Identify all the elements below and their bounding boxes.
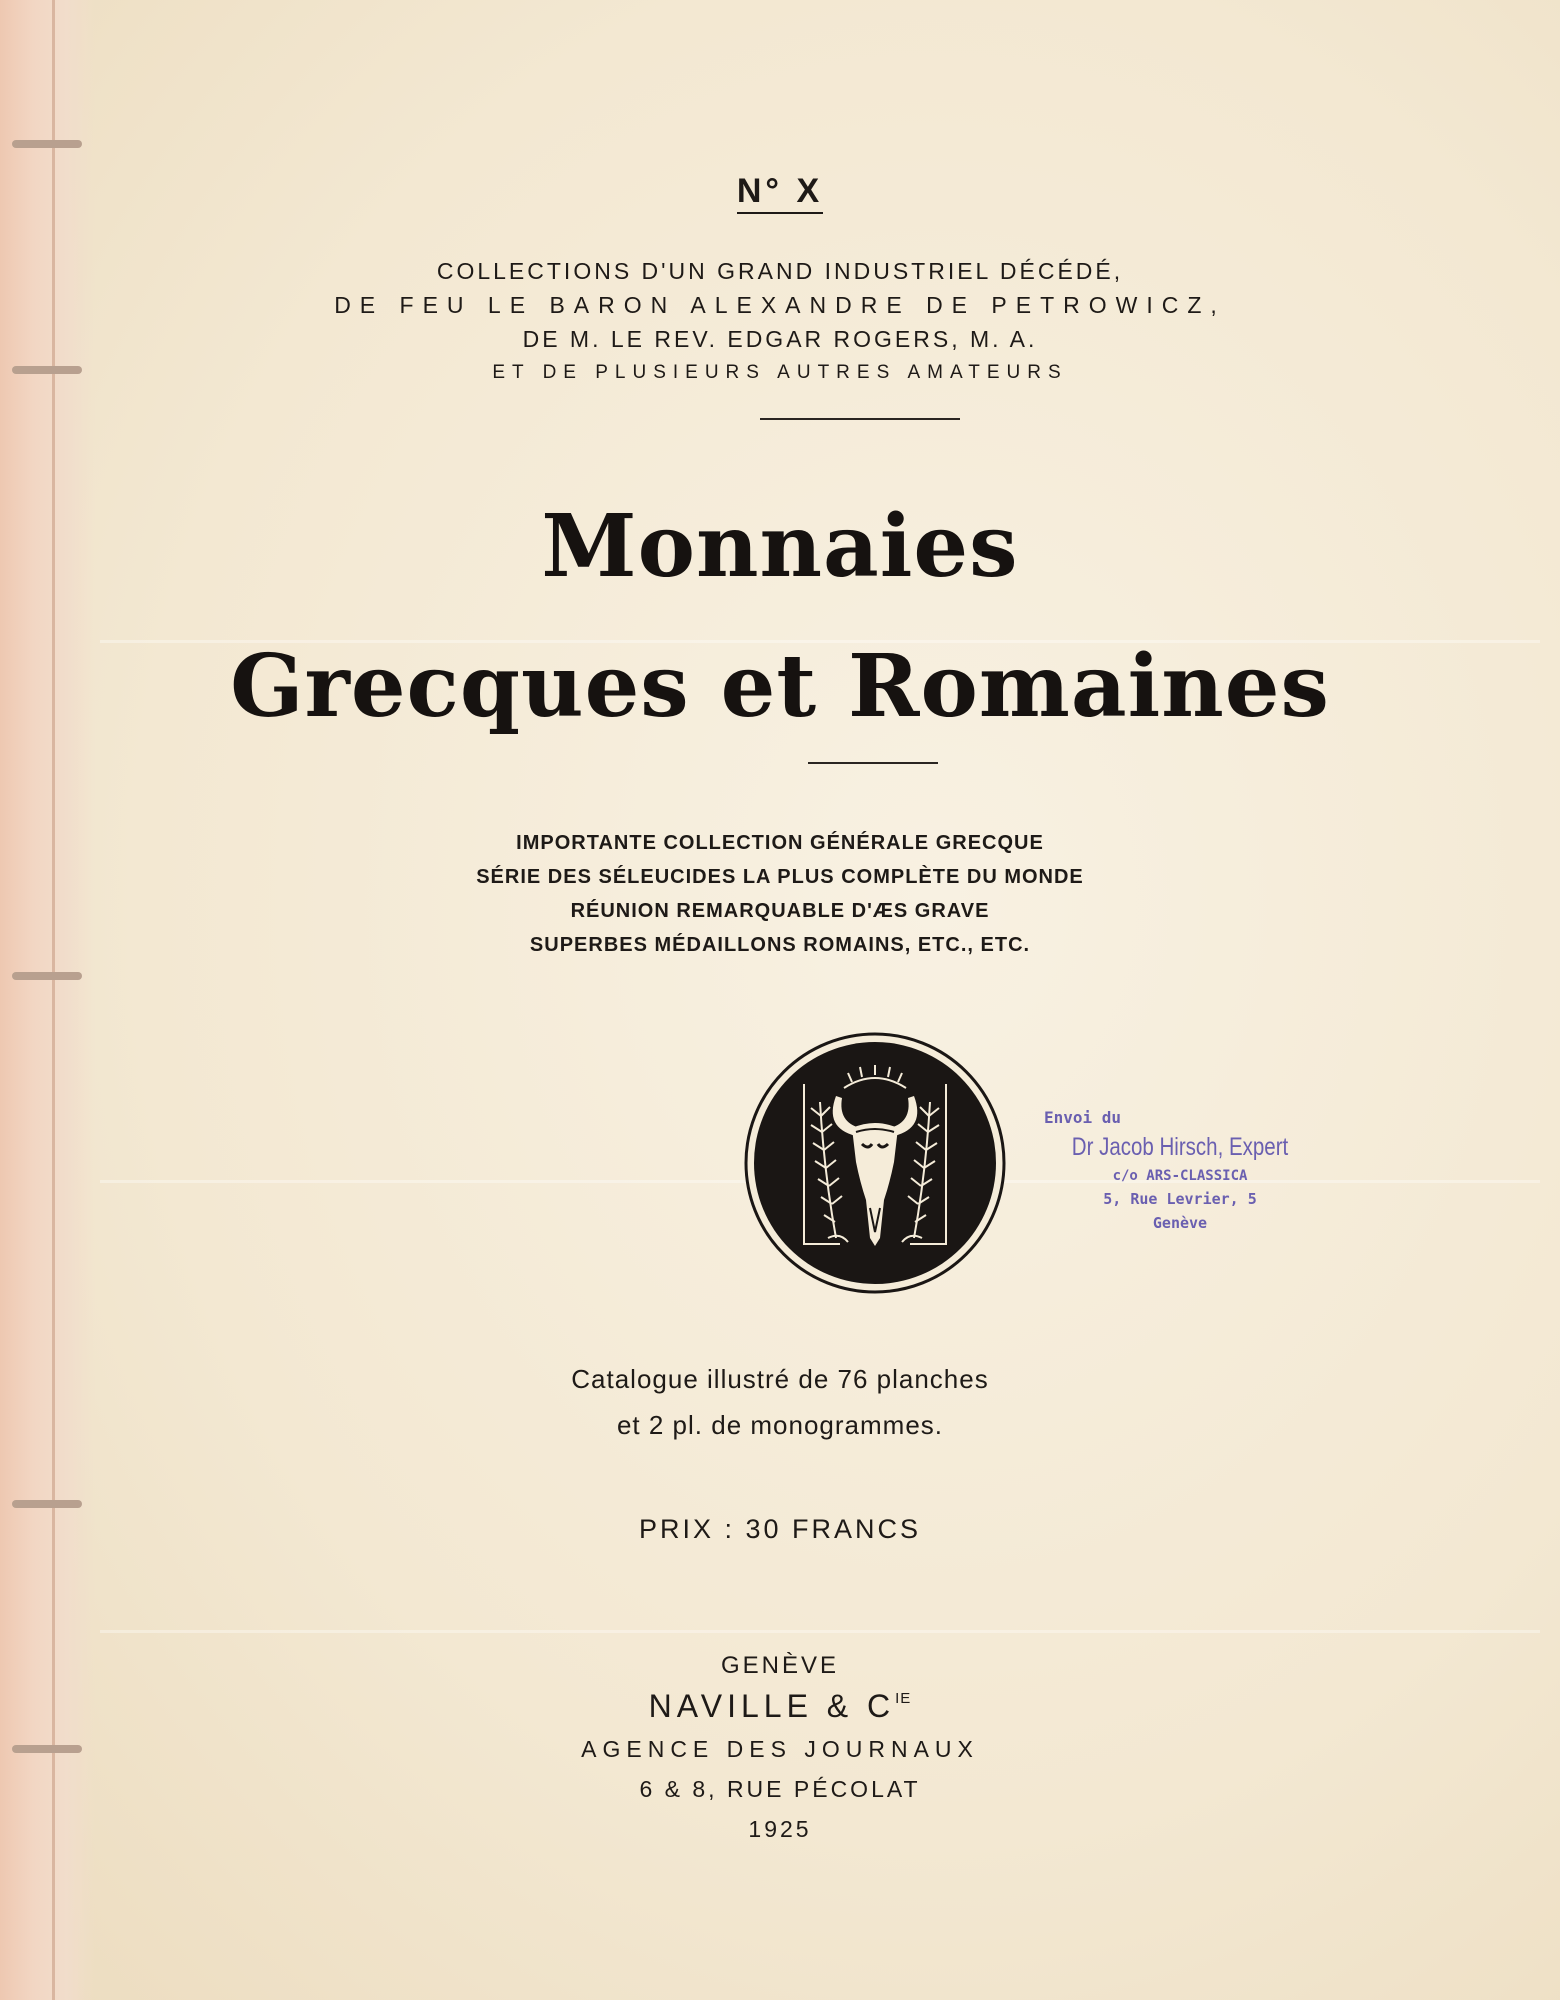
divider-rule [760, 418, 960, 420]
subtitle-line-1: IMPORTANTE COLLECTION GÉNÉRALE GRECQUE [516, 832, 1044, 854]
price-line: PRIX : 30 FRANCS [638, 1514, 922, 1544]
paper-texture-line [100, 1630, 1540, 1633]
collections-line-4: ET DE PLUSIEURS AUTRES AMATEURS [492, 362, 1068, 383]
publisher-name [0, 1688, 1560, 1725]
divider-rule [808, 762, 938, 764]
publisher-agency: AGENCE DES JOURNAUX [581, 1736, 979, 1762]
publisher-name-text: NAVILLE & C [648, 1688, 896, 1724]
stamp-line-5: Genève [1152, 1214, 1208, 1232]
publication-year: 1925 [748, 1816, 812, 1842]
catalogue-number [0, 172, 1560, 211]
subtitle-line-2: SÉRIE DES SÉLEUCIDES LA PLUS COMPLÈTE DU MONDE [476, 866, 1084, 888]
stamp-line-4: 5, Rue Levrier, 5 [1103, 1190, 1257, 1208]
stamp-line-1: Envoi du [1044, 1108, 1122, 1127]
bull-skull-laurel-emblem-icon [744, 1032, 1006, 1294]
publisher-address: 6 & 8, RUE PÉCOLAT [639, 1776, 921, 1802]
main-title-line-2: Grecques et Romaines [230, 636, 1330, 737]
collections-line-3: DE M. LE REV. EDGAR ROGERS, M. A. [522, 326, 1038, 352]
dealer-rubber-stamp [1030, 1108, 1330, 1232]
collections-line-1: COLLECTIONS D'UN GRAND INDUSTRIEL DÉCÉDÉ, [436, 258, 1124, 284]
catalogue-description-line-1: Catalogue illustré de 76 planches [571, 1364, 989, 1394]
publisher-name-superscript: IE [895, 1690, 912, 1707]
stitch-knot [12, 140, 82, 148]
collections-line-2: DE FEU LE BARON ALEXANDRE DE PETROWICZ, [334, 292, 1226, 318]
stitch-knot [12, 972, 82, 980]
subtitle-line-3: RÉUNION REMARQUABLE D'ÆS GRAVE [570, 900, 990, 922]
catalogue-number-text: N° X [737, 172, 823, 214]
main-title-line-1: Monnaies [541, 496, 1019, 597]
publisher-city: GENÈVE [720, 1652, 840, 1679]
subtitle-line-4: SUPERBES MÉDAILLONS ROMAINS, ETC., ETC. [529, 934, 1031, 956]
catalogue-description-line-2: et 2 pl. de monogrammes. [616, 1410, 944, 1440]
stamp-line-2: Dr Jacob Hirsch, Expert [1071, 1133, 1289, 1161]
stitch-knot [12, 1500, 82, 1508]
stamp-line-3: c/o ARS-CLASSICA [1112, 1168, 1248, 1184]
